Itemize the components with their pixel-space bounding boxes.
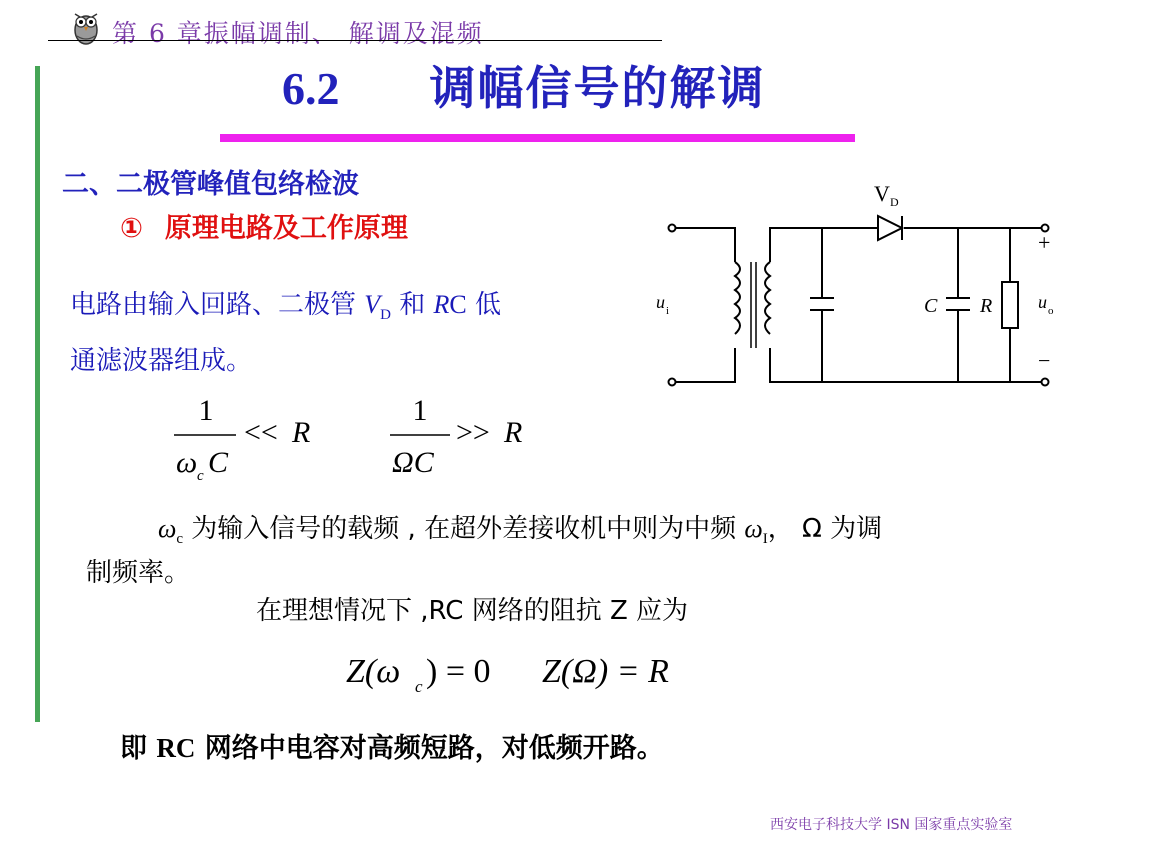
- input-terminal-top: [669, 225, 676, 232]
- r-right: R: [504, 416, 523, 449]
- frac-right-numerator: 1: [412, 394, 428, 427]
- z-omega-c-sub: c: [415, 677, 423, 696]
- title-underline: [220, 134, 855, 142]
- output-terminal-bottom: [1042, 379, 1049, 386]
- tuning-capacitor: [810, 228, 834, 382]
- chapter-title: 第 6 章振幅调制、 解调及混频: [112, 19, 484, 48]
- load-capacitor: [946, 228, 970, 382]
- title-number: 6.2: [282, 63, 340, 114]
- frac-left-c: C: [208, 446, 229, 479]
- omega-i: ω: [744, 514, 763, 543]
- paragraph-2-line-1: [158, 508, 882, 548]
- paragraph-1-line-1: [70, 284, 501, 324]
- conclusion: [120, 726, 664, 765]
- section-heading: 二、二极管峰值包络检波: [62, 169, 359, 200]
- p1-mid: 和: [391, 290, 434, 320]
- rel-left: <<: [244, 416, 278, 449]
- input-terminal-bottom: [669, 379, 676, 386]
- cap-label: C: [924, 295, 938, 317]
- condition-formula: [160, 392, 560, 482]
- paragraph-3: 在理想情况下 ,RC 网络的阻抗 Z 应为: [256, 596, 689, 626]
- paragraph-1-line-2: 通滤波器组成。: [70, 346, 253, 376]
- minus-sign: −: [1038, 348, 1051, 373]
- z-omega-c: Z(ω: [346, 653, 401, 690]
- rc-r: R: [433, 290, 450, 319]
- omega-i-sub: I: [762, 531, 768, 548]
- diode-label: V: [874, 181, 890, 206]
- slide-title: [282, 52, 766, 118]
- frac-left-numerator: 1: [198, 394, 214, 427]
- detector-circuit: [640, 176, 1080, 401]
- subsection-index: ①: [120, 213, 143, 244]
- subsection-title: 原理电路及工作原理: [164, 213, 408, 244]
- primary-coil: [735, 262, 740, 334]
- load-resistor: [1002, 282, 1018, 328]
- conclusion-rc: RC: [156, 733, 196, 763]
- p1-suffix: 低: [466, 290, 502, 320]
- paragraph-2-line-2: 制频率。: [86, 558, 191, 588]
- conclusion-prefix: 即: [120, 733, 157, 764]
- plus-sign: +: [1038, 230, 1051, 255]
- p2-text-1: 为输入信号的载频 , 在超外差接收机中则为中频: [183, 514, 745, 544]
- diode-subscript: D: [380, 307, 391, 324]
- left-accent-bar: [35, 66, 40, 722]
- p2-text-2: ， Ω 为调: [767, 514, 883, 544]
- z-omega-cap: Z(Ω) = R: [542, 653, 669, 690]
- diode-label-sub: D: [890, 195, 899, 209]
- output-label-sub: o: [1048, 305, 1054, 317]
- omega-c-sub: c: [176, 531, 184, 548]
- impedance-formula: [340, 640, 720, 700]
- z-omega-c-value: ) = 0: [426, 653, 491, 690]
- frac-left-omega: ω: [176, 446, 198, 479]
- input-label-sub: i: [666, 305, 670, 317]
- rc-c: C: [449, 290, 467, 319]
- r-left: R: [292, 416, 311, 449]
- output-label: u: [1038, 292, 1047, 312]
- p1-prefix: 电路由输入回路、二极管: [70, 290, 365, 320]
- title-text: 调幅信号的解调: [429, 61, 766, 115]
- secondary-coil: [765, 262, 770, 334]
- diode-symbol: V: [364, 290, 381, 319]
- rel-right: >>: [456, 416, 490, 449]
- conclusion-text: 网络中电容对高频短路，对低频开路。: [195, 733, 664, 764]
- frac-left-omega-sub: c: [197, 468, 204, 482]
- input-label: u: [656, 292, 665, 312]
- subsection-heading: [120, 206, 408, 245]
- footer-institution: 西安电子科技大学 ISN 国家重点实验室: [770, 817, 1013, 833]
- omega-c: ω: [158, 514, 177, 543]
- res-label: R: [980, 295, 993, 317]
- diode-icon: [878, 216, 902, 240]
- header-divider: [48, 40, 662, 41]
- frac-right-denominator: ΩC: [392, 446, 434, 479]
